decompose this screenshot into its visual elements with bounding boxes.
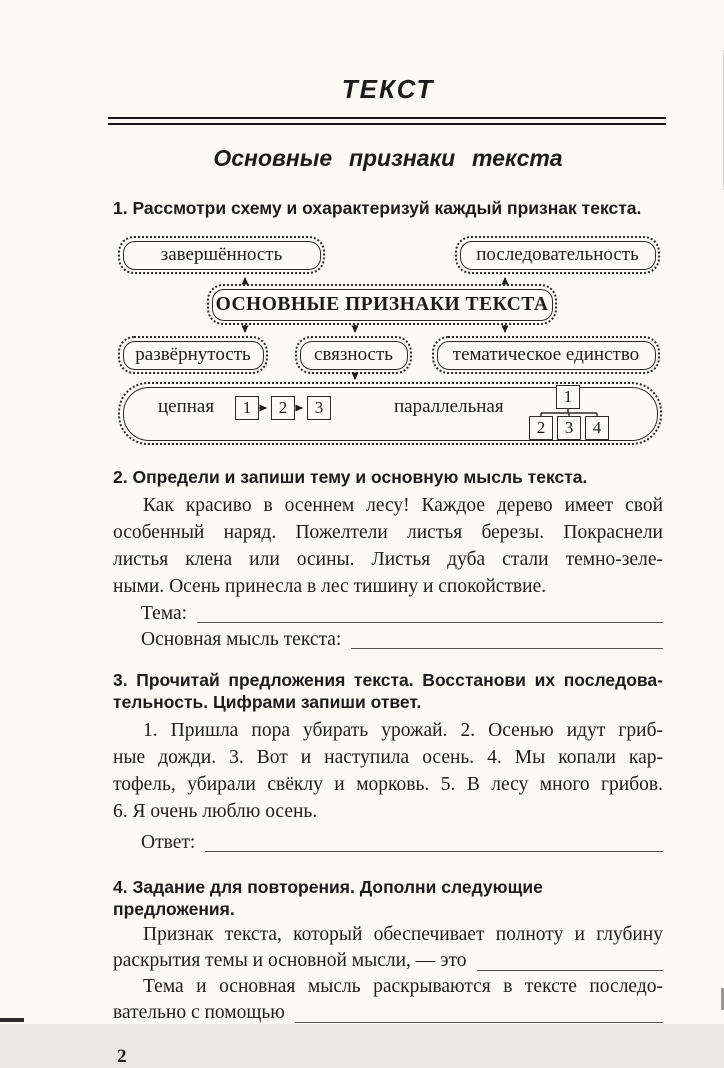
chain-square-3: 3	[307, 396, 331, 420]
main-idea-label: Основная мысль текста:	[141, 629, 342, 650]
task-4-sentence-1-tail: раскрытия темы и основной мысли, — это	[113, 950, 467, 971]
diagram-box-cohesion-label: связность	[300, 341, 408, 370]
diagram-box-elaboration	[118, 336, 268, 374]
diagram-box-completeness-label: завершённость	[123, 241, 321, 270]
task-4-sentence-2-line-2	[113, 1000, 663, 1026]
diagram-box-center	[207, 284, 557, 325]
theme-label: Тема:	[141, 603, 188, 624]
task-4-header: 4. Задание для повторения. Дополни следующие предложения.	[113, 877, 543, 919]
task-4-sentence-2-line-1: Тема и основная мысль раскрываются в тексте последо-	[143, 976, 663, 997]
diagram-box-sequence-label: последовательность	[460, 241, 656, 270]
parallel-square-3: 3	[557, 416, 581, 440]
answer-label: Ответ:	[141, 832, 196, 853]
answer-fill-line	[205, 851, 663, 852]
task-4-sentence-1-line-2	[113, 948, 663, 974]
section-subtitle: Основные признаки текста	[213, 145, 563, 171]
main-idea-row	[113, 628, 663, 652]
task-3-header: 3. Прочитай предложения текста. Восстанови их последова- тельность. Цифрами запиши ответ.	[113, 670, 663, 712]
parallel-square-2: 2	[529, 416, 553, 440]
main-idea-fill-line	[351, 648, 663, 649]
task-1-header: 1. Рассмотри схему и охарактеризуй каждый признак текста.	[113, 198, 642, 218]
chain-link-label: цепная	[158, 396, 215, 417]
answer-row	[113, 831, 663, 855]
theme-row	[113, 602, 663, 626]
diagram-box-center-label: ОСНОВНЫЕ ПРИЗНАКИ ТЕКСТА	[212, 289, 553, 321]
task-4-fill-line-2	[295, 1022, 663, 1023]
scan-artifact-corner-mark	[0, 1018, 24, 1022]
diagram-box-thematic-unity	[432, 336, 660, 374]
task-4-sentence-1-line-1: Признак текста, который обеспечивает полноту и глубину	[143, 924, 663, 945]
theme-fill-line	[197, 622, 663, 623]
diagram-box-elaboration-label: развёрнутость	[123, 341, 264, 370]
parallel-link-label: параллельная	[394, 396, 504, 417]
task-3-text: 1. Пришла пора убирать урожай. 2. Осенью идут гриб- ные дожди. 3. Вот и наступила осень. 4. Мы копали кар- тофель, убирали свёклу и морковь. 5. В лесу много грибов. 6. Я очень люблю осень.	[113, 720, 663, 822]
diagram-box-cohesion	[295, 336, 412, 374]
page-number: 2	[117, 1046, 127, 1067]
task-2-text: Как красиво в осеннем лесу! Каждое дерево имеет свой особенный наряд. Пожелтели листья березы. Покраснели листья клена или осины. Листья дуба стали темно-зеле- ными. Осень принесла в лес тишину и спокойствие.	[113, 495, 663, 597]
parallel-square-4: 4	[585, 416, 609, 440]
features-diagram	[113, 231, 663, 447]
task-4-sentence-2-tail: вательно с помощью	[113, 1002, 285, 1023]
task-4-fill-line-1	[477, 970, 663, 971]
task-2-header: 2. Определи и запиши тему и основную мысль текста.	[113, 467, 588, 487]
chain-square-2: 2	[271, 396, 295, 420]
chain-square-1: 1	[235, 396, 259, 420]
diagram-box-completeness	[118, 236, 325, 274]
page-title: ТЕКСТ	[341, 74, 435, 104]
diagram-box-thematic-unity-label: тематическое единство	[437, 341, 656, 370]
page-content	[113, 0, 663, 1068]
diagram-box-sequence	[455, 236, 660, 274]
parallel-square-1: 1	[556, 385, 580, 409]
double-rule	[108, 117, 666, 125]
